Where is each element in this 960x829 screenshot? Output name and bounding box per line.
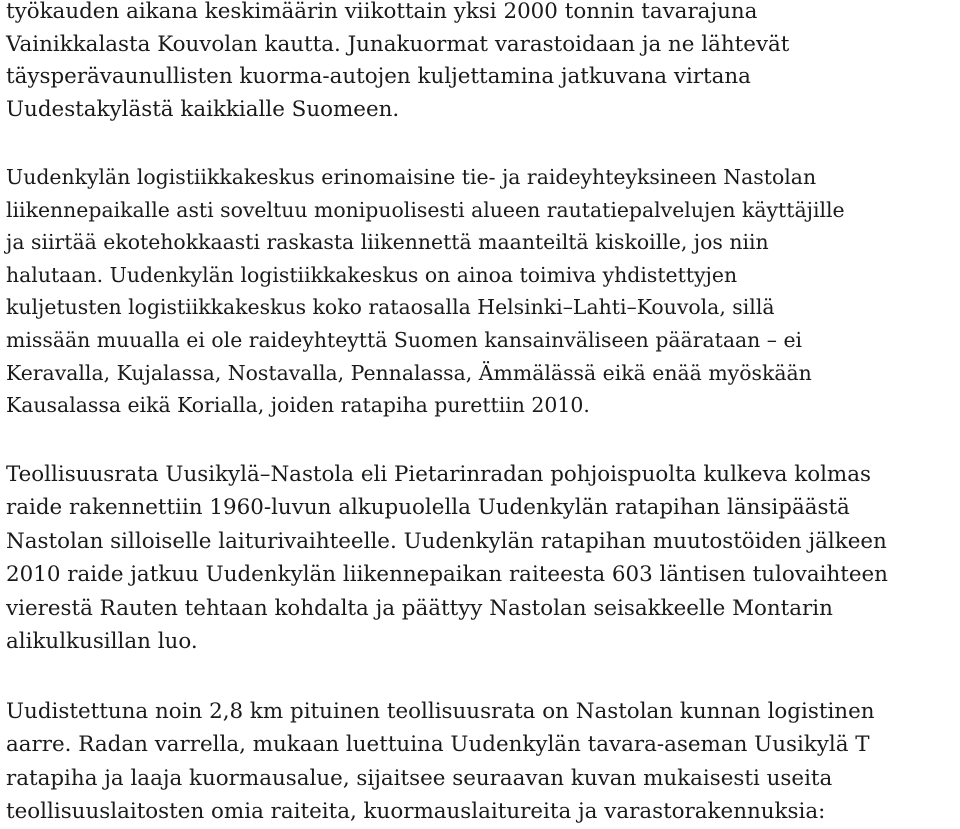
paragraph-2	[6, 161, 956, 422]
text-line: Nastolan silloiselle laiturivaihteelle. Uudenkylän ratapihan muutostöiden jälkeen	[6, 528, 887, 554]
text-line: ratapiha ja laaja kuormausalue, sijaitsee seuraavan kuvan mukaisesti useita	[6, 765, 833, 791]
text-line: Uudestakylästä kaikkialle Suomeen.	[6, 96, 400, 122]
text-line: Teollisuusrata Uusikylä–Nastola eli Pietarinradan pohjoispuolta kulkeva kolmas	[6, 461, 871, 487]
text-line: missään muualla ei ole raideyhteyttä Suomen kansainväliseen päärataan – ei	[6, 327, 803, 352]
paragraph-4	[6, 695, 956, 829]
text-line: Kausalassa eikä Korialla, joiden ratapiha purettiin 2010.	[6, 393, 590, 418]
text-line: Uudistettuna noin 2,8 km pituinen teollisuusrata on Nastolan kunnan logistinen	[6, 698, 875, 724]
text-line: 2010 raide jatkuu Uudenkylän liikennepaikan raiteesta 603 läntisen tulovaihteen	[6, 562, 888, 588]
text-line: teollisuuslaitosten omia raiteita, kuormauslaitureita ja varastorakennuksia:	[6, 799, 826, 825]
text-line: Keravalla, Kujalassa, Nostavalla, Pennalassa, Ämmälässä eikä enää myöskään	[6, 360, 812, 385]
text-line: raide rakennettiin 1960-luvun alkupuolella Uudenkylän ratapihan länsipäästä	[6, 495, 850, 521]
text-line: liikennepaikalle asti soveltuu monipuolisesti alueen rautatiepalvelujen käyttäjille	[6, 197, 845, 222]
text-line: vierestä Rauten tehtaan kohdalta ja päättyy Nastolan seisakkeelle Montarin	[6, 595, 833, 621]
text-line: työkauden aikana keskimäärin viikottain yksi 2000 tonnin tavarajuna	[6, 0, 758, 24]
text-line: Vainikkalasta Kouvolan kautta. Junakuormat varastoidaan ja ne lähtevät	[6, 31, 790, 57]
text-line: Uudenkylän logistiikkakeskus erinomaisine tie- ja raideyhteyksineen Nastolan	[6, 165, 817, 189]
text-line: kuljetusten logistiikkakeskus koko rataosalla Helsinki–Lahti–Kouvola, sillä	[6, 295, 775, 320]
text-line: ja siirtää ekotehokkaasti raskasta liikennettä maanteiltä kiskoille, jos niin	[6, 230, 769, 255]
document-page	[6, 0, 956, 829]
text-line: aarre. Radan varrella, mukaan luettuina Uudenkylän tavara-aseman Uusikylä T	[6, 732, 870, 758]
text-line: halutaan. Uudenkylän logistiikkakeskus on ainoa toimiva yhdistettyjen	[6, 262, 738, 287]
text-line: alikulkusillan luo.	[6, 629, 198, 655]
paragraph-1	[6, 0, 956, 126]
paragraph-3	[6, 458, 956, 659]
text-line: täysperävaunullisten kuorma-autojen kuljettamina jatkuvana virtana	[6, 64, 751, 89]
